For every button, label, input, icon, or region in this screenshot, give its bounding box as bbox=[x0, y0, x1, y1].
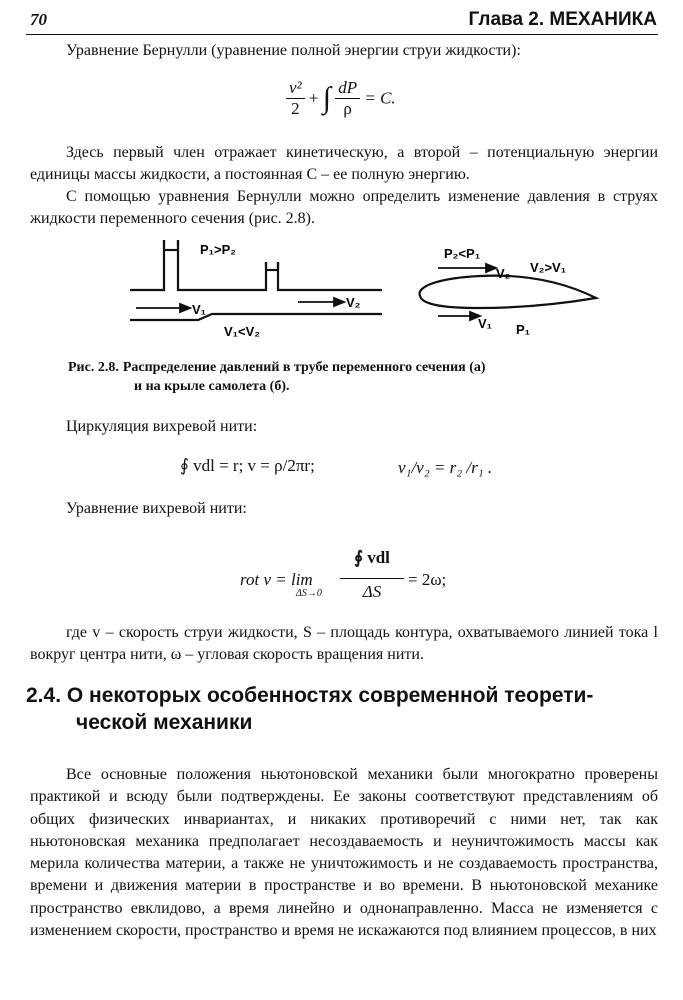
vortex-intro: Уравнение вихревой нити: bbox=[66, 500, 247, 517]
circulation-ratio: v₁/v₂ = r₂ /r₁ . bbox=[398, 458, 493, 477]
label-v1-lt-v2: V₁<V₂ bbox=[224, 324, 261, 339]
plus-sign: + bbox=[308, 88, 319, 108]
section-line2: ческой механики bbox=[76, 711, 253, 734]
label-v1-a: V₁ bbox=[192, 302, 207, 317]
label-v2-gt-v1: V₂>V₁ bbox=[530, 260, 567, 275]
vortex-fraction-bar bbox=[340, 578, 404, 579]
flow-arrows-a bbox=[136, 298, 344, 312]
kinetic-term bbox=[286, 78, 305, 119]
circulation-intro: Циркуляция вихревой нити: bbox=[66, 418, 258, 435]
piezometer-1 bbox=[164, 240, 178, 246]
label-v1-b: V₁ bbox=[478, 316, 493, 331]
bernoulli-intro: Уравнение Бернулли (уравнение полной энергии струи жидкости): bbox=[66, 42, 521, 59]
vortex-denominator: ΔS bbox=[362, 582, 382, 601]
rho-denominator: ρ bbox=[343, 99, 352, 118]
vortex-limit-sub: ΔS→0 bbox=[296, 588, 322, 599]
flow-arrows-b bbox=[438, 264, 496, 320]
label-p2-lt-p1: P₂<P₁ bbox=[444, 246, 481, 261]
vortex-rhs: = 2ω; bbox=[408, 570, 447, 589]
bernoulli-explanation: Здесь первый член отражает кинетическую, а второй – потенциальную энергии единицы массы жидкости, а постоянная C – ее полную энергию. bbox=[30, 144, 658, 183]
definitions: где v – скорость струи жидкости, S – площадь контура, охватываемого линией тока l вокруг центра нити, ω – угловая скорость вращения нити. bbox=[30, 624, 658, 663]
pipe-upper-wall bbox=[130, 240, 382, 290]
figure-caption bbox=[68, 358, 608, 396]
dP-numerator: dP bbox=[335, 78, 360, 99]
arrowhead-v2-b bbox=[486, 264, 496, 272]
label-v2-a: V₂ bbox=[346, 295, 361, 310]
two-denominator: 2 bbox=[291, 99, 300, 118]
page-number: 70 bbox=[30, 10, 47, 29]
vortex-lhs: rot v = lim bbox=[240, 570, 313, 589]
caption-line1: Распределение давлений в трубе переменного сечения (а) bbox=[122, 360, 486, 375]
bernoulli-usage: С помощью уравнения Бернулли можно определить изменение давления в струях жидкости переменного сечения (рис. 2.8). bbox=[30, 188, 658, 227]
caption-label: Рис. 2.8. bbox=[68, 360, 119, 375]
arrowhead-v2 bbox=[334, 298, 344, 306]
piezometer-2 bbox=[266, 262, 278, 268]
section-heading bbox=[26, 682, 666, 736]
chapter-title: Глава 2. МЕХАНИКА bbox=[468, 9, 657, 30]
v-squared: v² bbox=[286, 78, 305, 99]
circulation-formula: ∮ vdl = r; v = ρ/2πr; bbox=[180, 456, 315, 475]
vortex-numerator: ∮ vdl bbox=[354, 548, 390, 567]
pipe-lower-wall bbox=[130, 314, 382, 320]
final-paragraph: Все основные положения ньютоновской механики были многократно проверены практикой и всюду были подтверждены. Ее законы соответствуют представлениям об общих физических инвариантах, и никаких противоречий с ними нет, так как ньютоновская механика предполагает несоздаваемость и неуничтожимость массы как мерила количества материи, а также не уничтожимость и не создаваемость пространства, времени и движения материи в пространстве и во времени. В ньютоновской механике пространство евклидово, а время линейно и однонаправленно. Масса не изменяется с изменением скорости, пространство и время не искажаются под влиянием процессов, в них bbox=[30, 766, 658, 940]
label-p1-gt-p2: P₁>P₂ bbox=[200, 242, 237, 257]
header-rule bbox=[26, 34, 658, 35]
potential-term bbox=[335, 78, 360, 119]
label-v2-b: V₂ bbox=[496, 266, 511, 281]
section-line1: 2.4. О некоторых особенностях современной теорети- bbox=[26, 684, 594, 707]
bernoulli-formula bbox=[286, 78, 396, 119]
vortex-formula bbox=[240, 548, 480, 608]
arrowhead-v1 bbox=[180, 304, 190, 312]
label-p1-b: P₁ bbox=[516, 322, 531, 337]
figure-2-8 bbox=[120, 232, 600, 352]
caption-line2: и на крыле самолета (б). bbox=[134, 379, 290, 394]
integral-sign: ∫ bbox=[322, 81, 331, 115]
equals-C: = C. bbox=[364, 88, 396, 108]
